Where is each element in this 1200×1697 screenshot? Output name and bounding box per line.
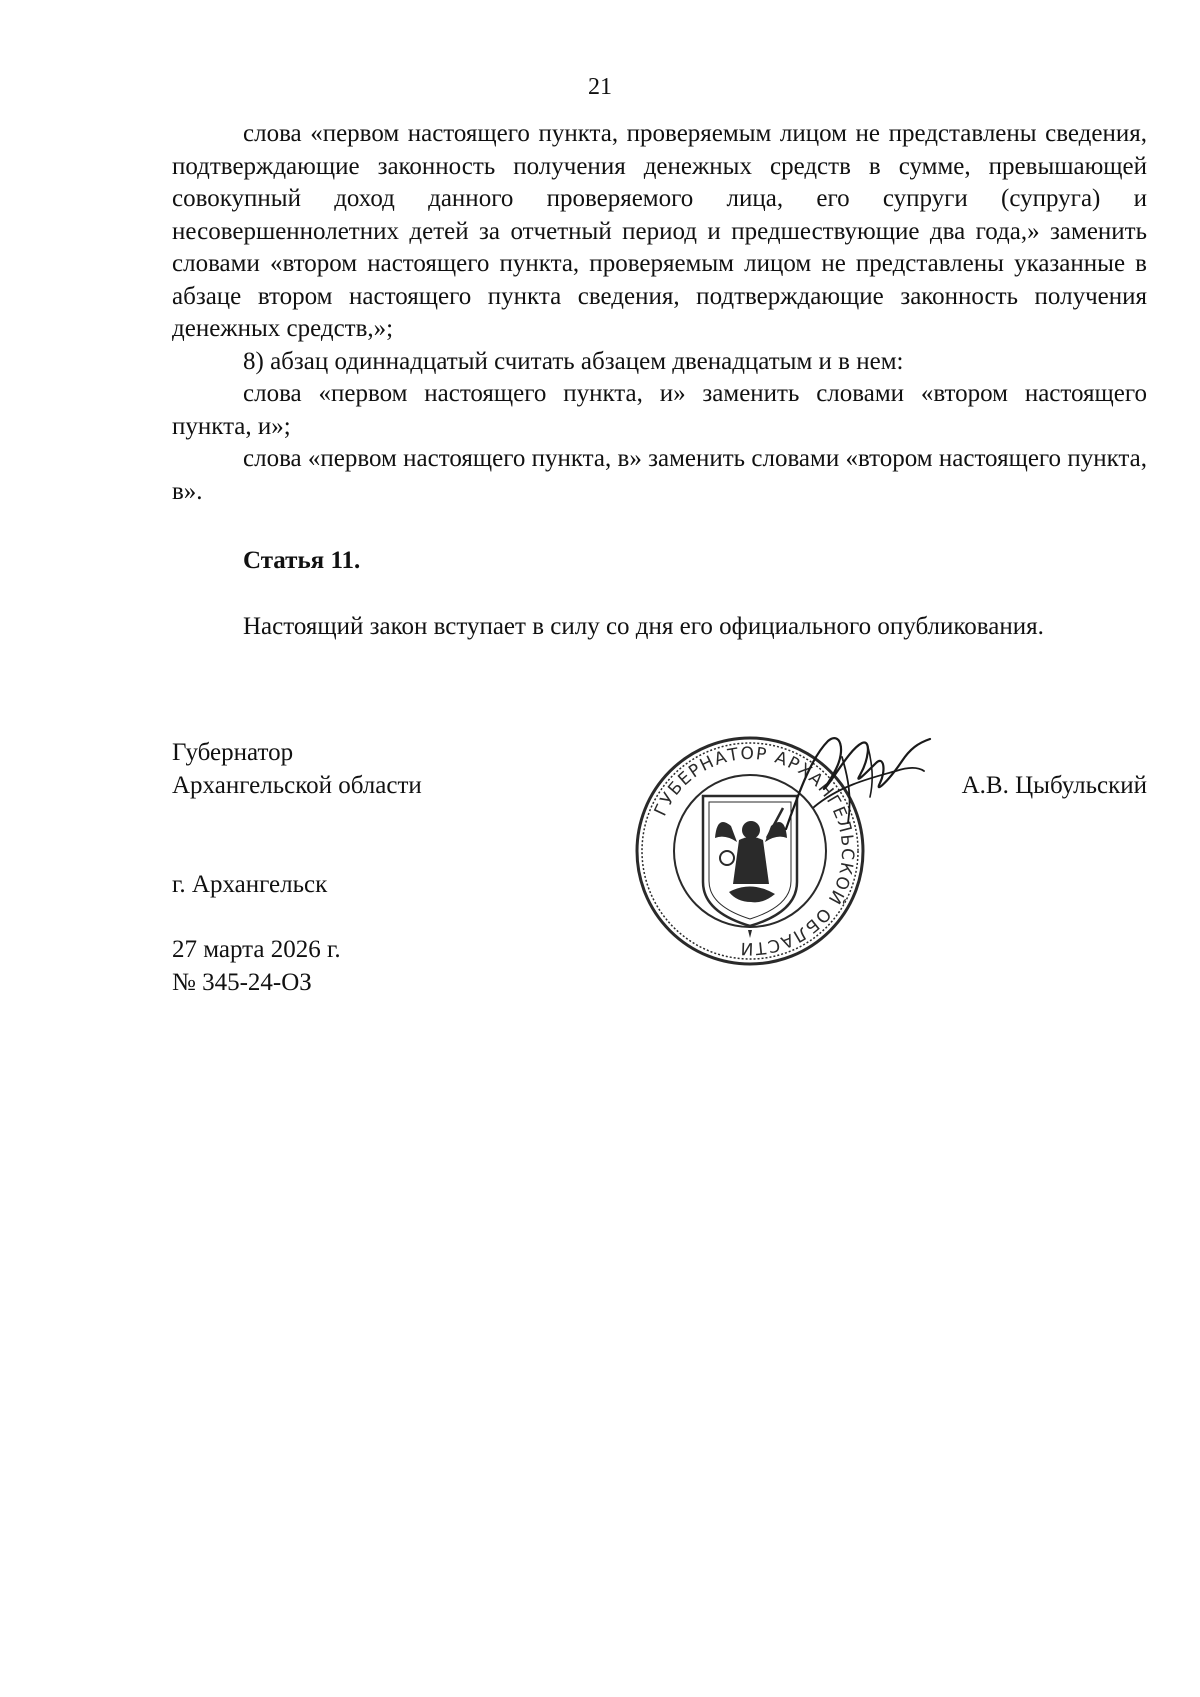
signatory-title-line1: Губернатор <box>172 739 294 766</box>
paragraph-item-8: 8) абзац одиннадцатый считать абзацем двенадцатым и в нем: <box>243 347 904 375</box>
signatory-title-line2: Архангельской области <box>172 772 422 799</box>
article-heading: Статья 11. <box>243 547 361 574</box>
signatory-name: А.В. Цыбульский <box>961 772 1147 799</box>
paragraph-replacement-in: слова «первом настоящего пункта, в» заменить словами «втором настоящего пункта, в». <box>172 445 1147 505</box>
paragraph-replacement-first: слова «первом настоящего пункта, проверяемым лицом не представлены сведения, подтверждающие законность получения денежных средств в сумме, превышающей совокупный доход данного проверяемого лица, его супруги (супруга) и несовершеннолетних детей за отчетный период и предшествующие два года,» заменить словами «втором настоящего пункта, проверяемым лицом не представлены указанные в абзаце втором настоящего пункта сведения, подтверждающие законность получения денежных средств,»; <box>172 120 1147 342</box>
body-text <box>172 118 1147 508</box>
seal-ring-text: ГУБЕРНАТОР АРХАНГЕЛЬСКОЙ ОБЛАСТИ <box>650 743 858 959</box>
signing-date: 27 марта 2026 г. <box>172 936 341 963</box>
signatory-title <box>172 736 422 802</box>
law-number: № 345-24-ОЗ <box>172 969 312 996</box>
page-number: 21 <box>588 74 612 100</box>
date-and-number <box>172 933 341 999</box>
paragraph-replacement-and: слова «первом настоящего пункта, и» заменить словами «втором настоящего пункта, и»; <box>172 380 1147 440</box>
place-of-signing: г. Архангельск <box>172 871 328 898</box>
article-text: Настоящий закон вступает в силу со дня его официального опубликования. <box>243 613 1044 640</box>
signature-icon <box>768 727 938 837</box>
